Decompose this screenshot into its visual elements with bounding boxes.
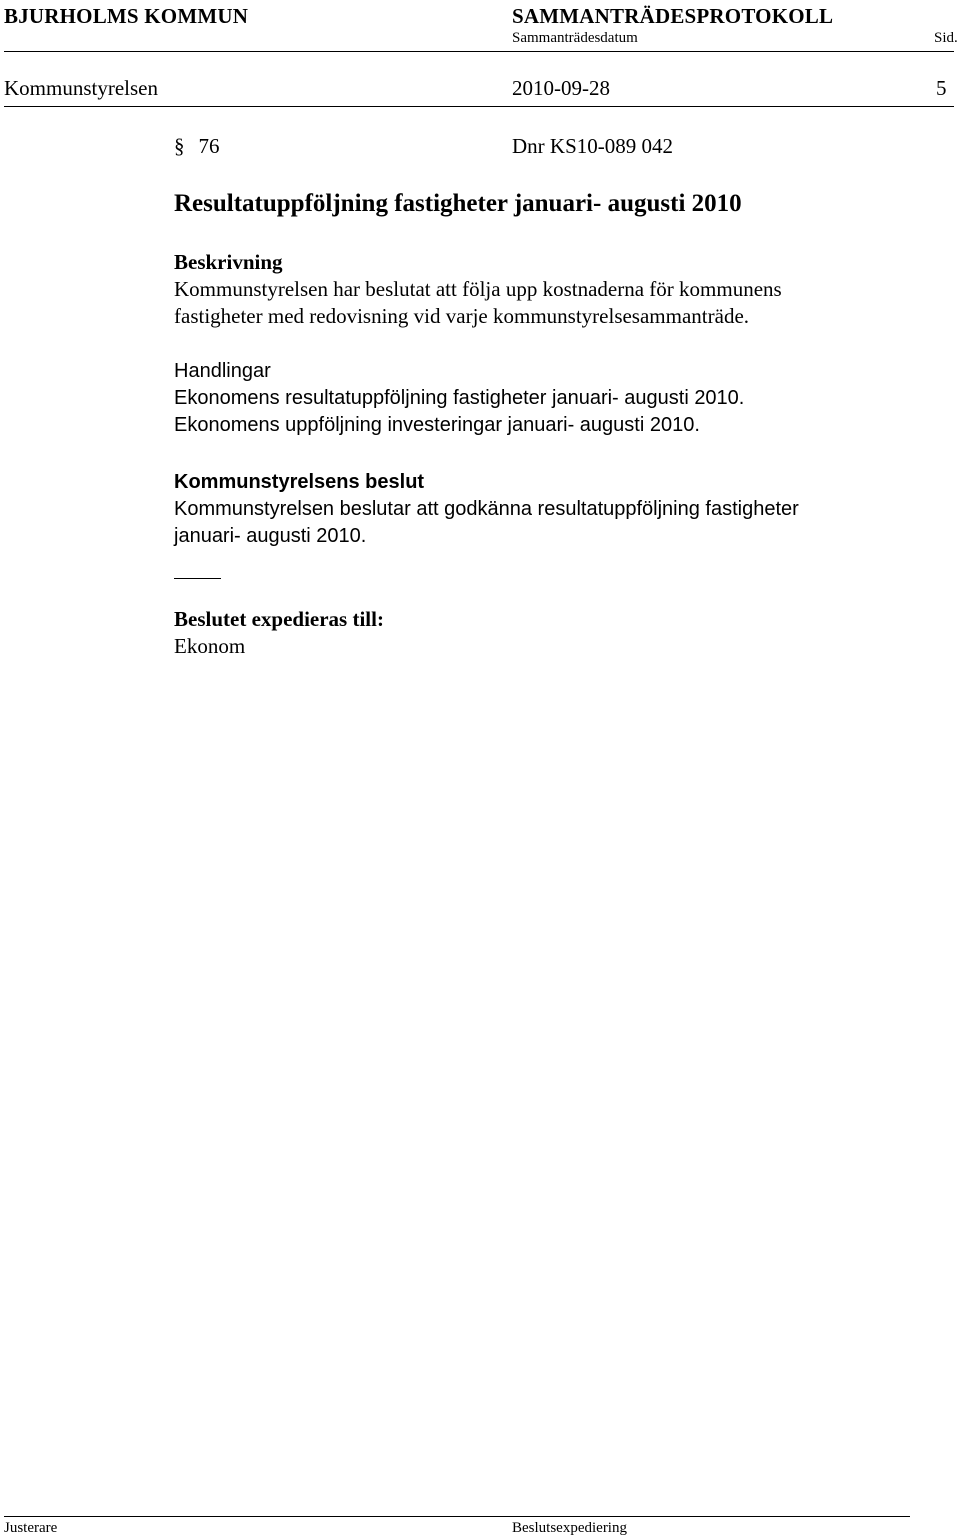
page-number: 5	[936, 76, 947, 100]
meeting-date: 2010-09-28	[512, 76, 610, 100]
meeting-date-label: Sammanträdesdatum	[512, 30, 638, 46]
footer-divider	[4, 1516, 910, 1517]
description-heading: Beskrivning	[174, 250, 283, 274]
decision-text: Kommunstyrelsen beslutar att godkänna resultatuppföljning fastigheter januari- augusti 2010.	[174, 498, 799, 547]
diary-number: Dnr KS10-089 042	[512, 134, 673, 158]
decision-heading: Kommunstyrelsens beslut	[174, 471, 425, 493]
documents-heading: Handlingar	[174, 360, 271, 382]
separator-line	[174, 578, 221, 579]
paragraph-number: 76	[198, 134, 220, 158]
body-name: Kommunstyrelsen	[4, 76, 158, 100]
section-sign-icon: §	[174, 134, 185, 158]
header-divider-bottom	[4, 106, 954, 107]
description-section	[174, 249, 934, 330]
document-line: Ekonomens resultatuppföljning fastigheter januari- augusti 2010.	[174, 387, 745, 409]
document-line: Ekonomens uppföljning investeringar januari- augusti 2010.	[174, 414, 700, 436]
dispatch-heading: Beslutet expedieras till:	[174, 607, 384, 631]
description-text: Kommunstyrelsen har beslutat att följa upp kostnaderna för kommunens fastigheter med redovisning vid varje kommunstyrelsesammanträde.	[174, 277, 782, 328]
footer-adjuster-label: Justerare	[4, 1520, 58, 1536]
dispatch-recipient: Ekonom	[174, 634, 246, 658]
footer-dispatch-label: Beslutsexpediering	[512, 1520, 627, 1536]
dispatch-section	[174, 606, 934, 660]
organization-name: BJURHOLMS KOMMUN	[4, 4, 249, 28]
document-type: SAMMANTRÄDESPROTOKOLL	[512, 4, 834, 28]
decision-section	[174, 469, 934, 550]
paragraph-reference	[174, 134, 220, 159]
item-title: Resultatuppföljning fastigheter januari- augusti 2010	[174, 190, 742, 217]
header-divider-top	[4, 51, 954, 52]
documents-section	[174, 358, 934, 439]
page-label: Sid.	[934, 30, 958, 46]
